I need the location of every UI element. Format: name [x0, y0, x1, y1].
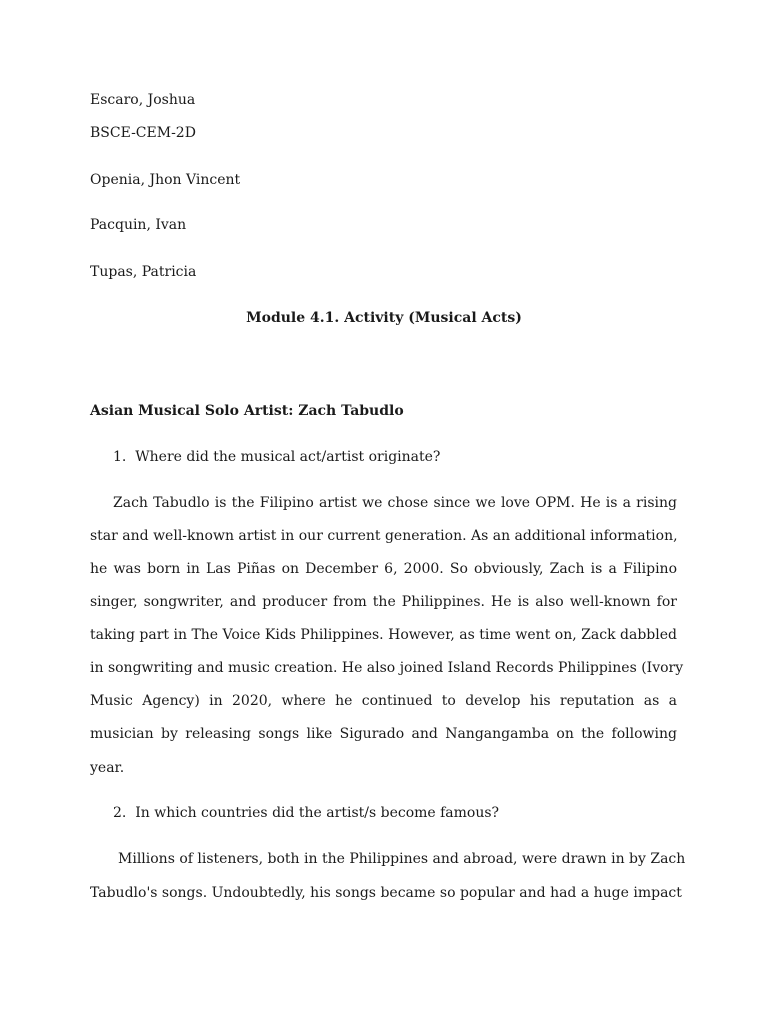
question-text: In which countries did the artist/s become famous?: [135, 805, 500, 821]
answer-line: he was born in Las Piñas on December 6, 2000. So obviously, Zach is a Filipino: [90, 561, 677, 577]
answer-line: Millions of listeners, both in the Philippines and abroad, were drawn in by Zach: [118, 851, 686, 867]
author-name: Openia, Jhon Vincent: [90, 172, 241, 188]
document-title: Module 4.1. Activity (Musical Acts): [246, 310, 522, 326]
question-2: [113, 803, 499, 823]
answer-line: Tabudlo's songs. Undoubtedly, his songs became so popular and had a huge impact: [90, 885, 682, 901]
question-number: 1.: [113, 449, 127, 465]
question-text: Where did the musical act/artist originate?: [135, 449, 441, 465]
question-1: [113, 447, 440, 467]
answer-line: in songwriting and music creation. He also joined Island Records Philippines (Ivory: [90, 660, 684, 676]
answer-line: Music Agency) in 2020, where he continued to develop his reputation as a: [90, 693, 677, 709]
author-name: Escaro, Joshua: [90, 92, 196, 108]
answer-line: star and well-known artist in our current generation. As an additional information,: [90, 528, 678, 544]
answer-line: taking part in The Voice Kids Philippines. However, as time went on, Zack dabbled: [90, 627, 677, 643]
answer-line: singer, songwriter, and producer from the Philippines. He is also well-known for: [90, 594, 677, 610]
question-number: 2.: [113, 805, 127, 821]
answer-line: musician by releasing songs like Sigurado and Nangangamba on the following: [90, 726, 677, 742]
author-name: Pacquin, Ivan: [90, 217, 187, 233]
answer-line: year.: [90, 760, 125, 776]
section-heading: Asian Musical Solo Artist: Zach Tabudlo: [90, 403, 404, 419]
answer-line: Zach Tabudlo is the Filipino artist we chose since we love OPM. He is a rising: [113, 495, 677, 511]
author-section: BSCE-CEM-2D: [90, 125, 196, 141]
author-name: Tupas, Patricia: [90, 264, 197, 280]
